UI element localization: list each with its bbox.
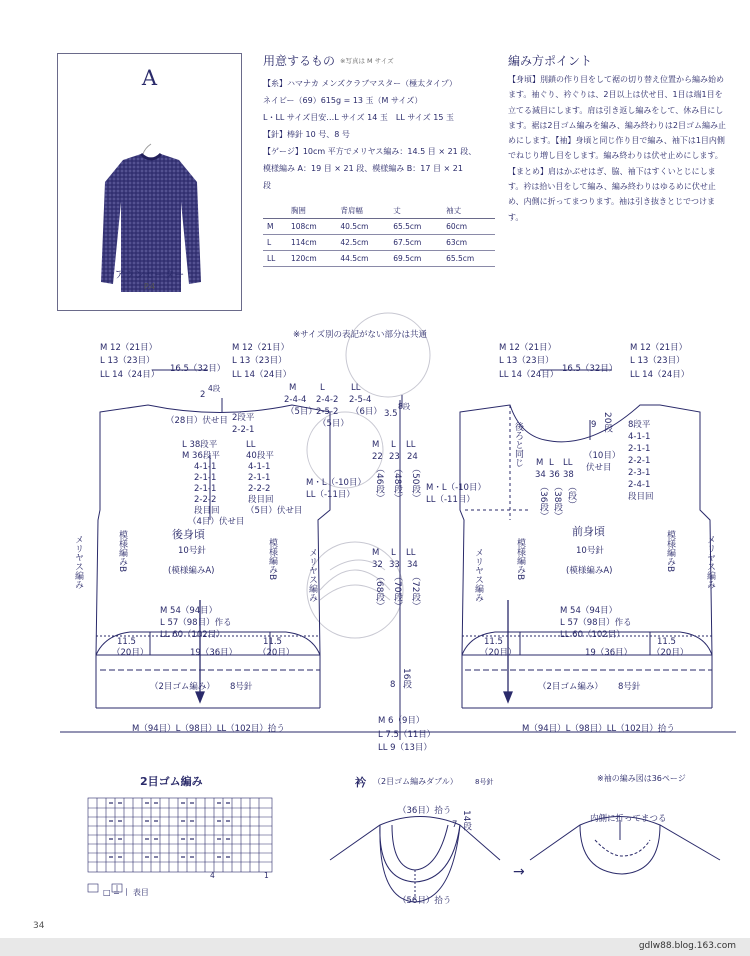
back-arm-left-5: 2-1-1 <box>194 484 217 494</box>
front-pattern-b-left: 模様編みB <box>515 538 525 581</box>
front-title: 前身頃 <box>572 525 605 538</box>
table-header-cell: 袖丈 <box>442 203 495 219</box>
armhole-m: M・L（-10目） <box>306 478 366 488</box>
table-cell: 67.5cm <box>389 235 442 251</box>
back-arm-left-2: M 36段平 <box>182 451 220 461</box>
shoulder-steps-ll: LL <box>351 383 361 393</box>
back-neck-dec-1: 2段平 <box>232 413 255 423</box>
back-arm-right-3: 4-1-1 <box>248 462 271 472</box>
front-neck-dec-7: 段目回 <box>628 492 654 502</box>
back-pickup: M（94目）L（98目）LL（102目）拾う <box>132 724 285 734</box>
table-cell: 120cm <box>287 251 336 267</box>
table-cell: M <box>263 219 287 235</box>
back-side-right: メリヤス編み <box>307 548 317 602</box>
back-arm-right-4: 2-1-1 <box>248 473 271 483</box>
back-pattern: (模様編みA) <box>168 566 215 576</box>
collar-depth: 7 <box>452 820 458 830</box>
front-rib-needle: 8号針 <box>618 682 641 692</box>
pattern-letter: A <box>141 66 158 90</box>
lower-l-rows: （70段） <box>392 572 402 611</box>
materials-line: ネイビー（69）615g = 13 玉（M サイズ） <box>263 96 423 105</box>
front-col-l: L <box>549 458 554 468</box>
front-neck-dec-6: 2-4-1 <box>628 480 651 490</box>
back-pattern-b-left: 模様編みB <box>117 530 127 573</box>
lower-ll-rows: （72段） <box>410 572 420 611</box>
front-col-ll-rows: （段） <box>566 482 576 509</box>
table-cell: 63cm <box>442 235 495 251</box>
rib-depth-rows: 16段 <box>401 668 411 689</box>
upper-ll-val: 24 <box>407 452 418 462</box>
materials-line: L・LL サイズ目安…L サイズ 14 玉 LL サイズ 15 玉 <box>263 113 454 122</box>
rib-depth: 8 <box>390 680 396 690</box>
front-neck-bind: （10目） <box>584 451 621 461</box>
back-arm-right-5: 2-2-2 <box>248 484 271 494</box>
front-pattern-b-right: 模様編みB <box>665 530 675 573</box>
back-arm-right-1: LL <box>246 440 256 450</box>
points-body: 【身頃】別鎖の作り目をして裾の切り替え位置から編み始めます。袖ぐり、衿ぐりは、2目以上は伏せ目、1目は端1目を立てる減目にします。肩は引き返し編みをして、休み目にします。裾は2目ゴム編みを編み、編み終わりは2目ゴム編み止めにします。【袖】身頃と同じ作り目で編み、袖下は1目内側でねじり増し目をします。編み終わりは伏せ止めにします。【まとめ】肩はかぶせはぎ、脇、袖下はすくいとじにします。衿は拾い目をして編み、編み終わりはゆるめに伏せ止め、内側に折ってまつります。袖は引き抜きとじでつけます。 <box>508 75 727 222</box>
lower-ll-val: 34 <box>407 560 418 570</box>
front-shoulder-left-m: M 12（21目） <box>499 343 557 353</box>
table-cell: 114cm <box>287 235 336 251</box>
collar-title: 衿 <box>355 776 366 789</box>
front-col-l-val: 36 <box>549 470 560 480</box>
front-side-left: メリヤス編み <box>473 548 483 602</box>
collar-needle: 8号針 <box>475 778 494 786</box>
shoulder-steps-l-2: 2-5-2 <box>316 407 339 417</box>
table-cell: 108cm <box>287 219 336 235</box>
back-hem-right-st: （20目） <box>258 648 295 658</box>
upper-l-rows: （48段） <box>392 464 402 503</box>
shoulder-depth: 3.5 <box>384 409 398 419</box>
front-hem-left-st: （20目） <box>480 648 517 658</box>
upper-l-val: 23 <box>389 452 400 462</box>
photo-page-ref: P.4 <box>143 282 156 291</box>
front-hem-center: 19（36目） <box>585 648 633 658</box>
upper-ll: LL <box>406 440 416 450</box>
front-pickup: M（94目）L（98目）LL（102目）拾う <box>522 724 675 734</box>
back-shoulder-right-l: L 13（23目） <box>232 356 287 366</box>
back-rib-needle: 8号針 <box>230 682 253 692</box>
table-header-cell: 丈 <box>389 203 442 219</box>
shoulder-steps-l-3: （5目） <box>318 419 349 429</box>
back-hem-right: 11.5 <box>263 637 282 647</box>
back-neck-bind: （28目）伏せ目 <box>166 416 228 426</box>
front-shoulder-left-ll: LL 14（24目） <box>499 370 559 380</box>
front-stitches-ll: LL 60（102目） <box>560 630 625 640</box>
back-needle: 10号針 <box>178 546 206 556</box>
front-col-m: M <box>536 458 544 468</box>
armhole-ll-right: LL（-11目） <box>426 495 475 505</box>
back-rib: （2目ゴム編み） <box>150 682 215 692</box>
back-arm-left-1: L 38段平 <box>182 440 218 450</box>
front-col-m-rows: （36段） <box>538 482 548 521</box>
materials-line: 【針】棒針 10 号、8 号 <box>263 130 350 139</box>
upper-l: L <box>391 440 396 450</box>
front-stitches-l: L 57（98目）作る <box>560 618 632 628</box>
table-cell: 42.5cm <box>336 235 389 251</box>
footer-url: gdlw88.blog.163.com <box>638 941 736 951</box>
rib-bottom-m: M 6（9目） <box>378 716 425 726</box>
back-shoulder-left-m: M 12（21目） <box>100 343 158 353</box>
upper-m-val: 22 <box>372 452 383 462</box>
front-neck-bind-2: 伏せ目 <box>586 463 612 473</box>
upper-m-rows: （46段） <box>374 464 384 503</box>
sleeve-note: ※袖の編み図は36ページ <box>597 774 686 783</box>
lower-l: L <box>391 548 396 558</box>
front-neck-depth: 9 <box>591 420 597 430</box>
back-neck-dec-2: 2-2-1 <box>232 425 255 435</box>
table-header-cell: 背肩幅 <box>336 203 389 219</box>
back-stitches-l: L 57（98目）作る <box>160 618 232 628</box>
lower-m-rows: （68段） <box>374 572 384 611</box>
back-title: 後身頃 <box>172 528 205 541</box>
back-shoulder-left-ll: LL 14（24目） <box>100 370 160 380</box>
back-pattern-b-right: 模様編みB <box>267 538 277 581</box>
footer-bar <box>0 938 750 956</box>
back-neck-depth-rows: 4段 <box>208 384 221 393</box>
back-shoulder-right-ll: LL 14（24目） <box>232 370 292 380</box>
back-arm-left-3: 4-1-1 <box>194 462 217 472</box>
back-shoulder-right-m: M 12（21目） <box>232 343 290 353</box>
front-needle: 10号針 <box>576 546 604 556</box>
collar-subtitle: （2目ゴム編みダブル） <box>373 777 458 786</box>
back-arm-left-6: 2-2-2 <box>194 495 217 505</box>
rib-bottom-ll: LL 9（13目） <box>378 743 432 753</box>
back-stitches-ll: LL 60（102目） <box>160 630 225 640</box>
lower-ll: LL <box>406 548 416 558</box>
front-shoulder-right-l: L 13（23目） <box>630 356 685 366</box>
armhole-ll: LL（-11目） <box>306 490 355 500</box>
arrow-right-icon: → <box>513 864 525 880</box>
front-hem-right: 11.5 <box>657 637 676 647</box>
upper-ll-rows: （50段） <box>410 464 420 503</box>
lower-l-val: 33 <box>389 560 400 570</box>
front-shoulder-right-ll: LL 14（24目） <box>630 370 690 380</box>
shoulder-steps-m-1: 2-4-4 <box>284 395 307 405</box>
armhole-m-right: M・L（-10目） <box>426 483 486 493</box>
back-hem-left-st: （20目） <box>112 648 149 658</box>
shoulder-steps-ll-2: （6目） <box>351 407 382 417</box>
rib-chart-grid <box>88 798 272 892</box>
collar-diagram <box>330 817 720 903</box>
table-cell: 65.5cm <box>442 251 495 267</box>
materials-line: 【糸】ハマナカ メンズクラブマスター（極太タイプ） <box>263 79 457 88</box>
lower-m: M <box>372 548 380 558</box>
front-col-ll-val: 38 <box>563 470 574 480</box>
back-arm-right-2: 40段平 <box>246 451 274 461</box>
materials-line: 【ゲージ】10cm 平方でメリヤス編み：14.5 目 × 21 段、 <box>263 147 477 156</box>
front-hem-right-st: （20目） <box>652 648 689 658</box>
front-neck-dec-3: 2-1-1 <box>628 444 651 454</box>
back-shoulder-left-l: L 13（23目） <box>100 356 155 366</box>
rib-bottom-l: L 7.5（11目） <box>378 730 436 740</box>
front-stitches-m: M 54（94目） <box>560 606 618 616</box>
shoulder-depth-rows: 8段 <box>398 402 411 411</box>
shoulder-steps-ll-1: 2-5-4 <box>349 395 372 405</box>
front-side-right: メリヤス編み <box>705 535 715 589</box>
back-side-left: メリヤス編み <box>73 535 83 589</box>
front-col-m-val: 34 <box>535 470 546 480</box>
front-back-same: 後ろと同じ <box>513 422 523 467</box>
front-neck-dec-1: 8段平 <box>628 420 651 430</box>
front-hem-left: 11.5 <box>484 637 503 647</box>
points-title: 編み方ポイント <box>508 54 593 68</box>
table-cell: L <box>263 235 287 251</box>
shoulder-steps-l-1: 2-4-2 <box>316 395 339 405</box>
shoulder-steps-m-2: （5目） <box>286 407 317 417</box>
lower-m-val: 32 <box>372 560 383 570</box>
front-neck-dec-4: 2-2-1 <box>628 456 651 466</box>
front-neck-dec-5: 2-3-1 <box>628 468 651 478</box>
materials-title: 用意するもの <box>263 54 336 68</box>
back-arm-left-8: （4目）伏せ目 <box>188 517 245 527</box>
back-stitches-m: M 54（94目） <box>160 606 218 616</box>
table-cell: 65.5cm <box>389 219 442 235</box>
table-cell: 69.5cm <box>389 251 442 267</box>
front-neck-dec-2: 4-1-1 <box>628 432 651 442</box>
front-col-l-rows: （38段） <box>552 482 562 521</box>
back-arm-left-7: 段目回 <box>194 506 220 516</box>
rib-chart-col-1: 1 <box>264 871 269 880</box>
back-arm-right-7: （5目）伏せ目 <box>246 506 303 516</box>
common-note: ※サイズ別の表記がない部分は共通 <box>293 330 427 340</box>
collar-top-pick: （36目）拾う <box>398 806 452 816</box>
materials-line: 段 <box>263 181 271 190</box>
back-hem-left: 11.5 <box>117 637 136 647</box>
table-cell: 60cm <box>442 219 495 235</box>
table-cell: LL <box>263 251 287 267</box>
back-neck-width: 16.5（32目） <box>170 364 226 374</box>
shoulder-steps-l: L <box>320 383 325 393</box>
back-arm-left-4: 2-1-1 <box>194 473 217 483</box>
table-cell: 44.5cm <box>336 251 389 267</box>
rib-chart-col-4: 4 <box>210 871 215 880</box>
rib-chart-title: 2目ゴム編み <box>140 775 203 788</box>
back-arm-right-6: 段目回 <box>248 495 274 505</box>
front-pattern: (模様編みA) <box>566 566 613 576</box>
upper-m: M <box>372 440 380 450</box>
photo-caption: アランセーター <box>114 270 185 281</box>
front-neck-depth-rows: 20段 <box>602 412 612 433</box>
front-col-ll: LL <box>563 458 573 468</box>
materials-line: 模様編み A：19 目 × 21 段、模様編み B：17 目 × 21 <box>263 164 463 173</box>
collar-fold-note: 内側に折ってまつる <box>590 814 667 824</box>
table-cell: 40.5cm <box>336 219 389 235</box>
back-neck-depth: 2 <box>200 390 206 400</box>
front-shoulder-left-l: L 13（23目） <box>499 356 554 366</box>
collar-depth-rows: 14段 <box>461 810 471 831</box>
front-rib: （2目ゴム編み） <box>538 682 603 692</box>
front-neck-width: 16.5（32目） <box>562 364 618 374</box>
table-header-cell: 胸囲 <box>287 203 336 219</box>
rib-chart-legend: □ = 丨 表目 <box>103 888 149 897</box>
materials-note: ※写真は M サイズ <box>340 57 394 65</box>
shoulder-steps-m: M <box>289 383 297 393</box>
back-hem-center: 19（36目） <box>190 648 238 658</box>
front-shoulder-right-m: M 12（21目） <box>630 343 688 353</box>
page-number: 34 <box>33 921 45 931</box>
collar-bottom-pick: （56目）拾う <box>398 896 452 906</box>
